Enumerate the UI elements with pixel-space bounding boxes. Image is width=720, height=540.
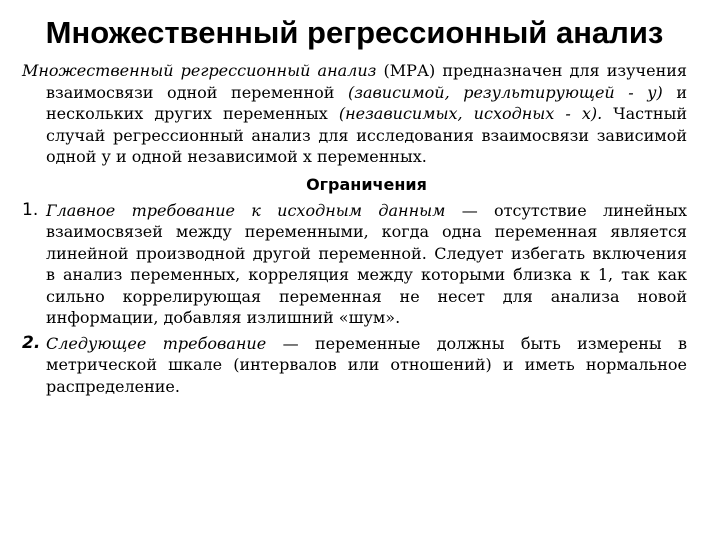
list-item-number: 2. bbox=[22, 332, 41, 353]
intro-text-2: и нескольких других переменных bbox=[46, 82, 688, 123]
list-item-1 bbox=[22, 200, 687, 329]
list-item-lead: Следующее требование bbox=[46, 333, 267, 353]
limitations-heading: Ограничения bbox=[306, 174, 427, 194]
slide-title: Множественный регрессионный анализ bbox=[45, 15, 664, 50]
list-item-lead: Главное требование к исходным данным bbox=[46, 200, 446, 220]
list-item-body bbox=[46, 200, 687, 329]
list-item-text: — отсутствие линейных взаимосвязей между переменными, когда одна переменная является линейной производной другой переменной. Следует избегать включения в анализ переменных, корреляция между которыми близка к 1, так как сильно коррелирующая переменная не несет для анализа новой информации, добавляя излишний «шум». bbox=[46, 200, 687, 327]
intro-paragraph bbox=[22, 60, 687, 168]
intro-independent: (независимых, исходных - х). bbox=[338, 104, 603, 123]
list-item-number: 1. bbox=[22, 199, 39, 220]
intro-term: Множественный регрессионный анализ bbox=[22, 61, 377, 80]
intro-dependent: (зависимой, результирующей - у) bbox=[347, 82, 663, 102]
list-item-text: — переменные должны быть измерены в метрической шкале (интервалов или отношений) и иметь нормальное распределение. bbox=[46, 333, 687, 396]
list-item-2 bbox=[22, 333, 687, 398]
list-item-body bbox=[46, 333, 687, 398]
intro-text-1: (МРА) предназначен для изучения взаимосвязи одной переменной bbox=[46, 61, 688, 102]
intro-text-3: Частный случай регрессионный анализ для исследования взаимосвязи зависимой одной у и одной независимой х переменных. bbox=[46, 104, 687, 166]
